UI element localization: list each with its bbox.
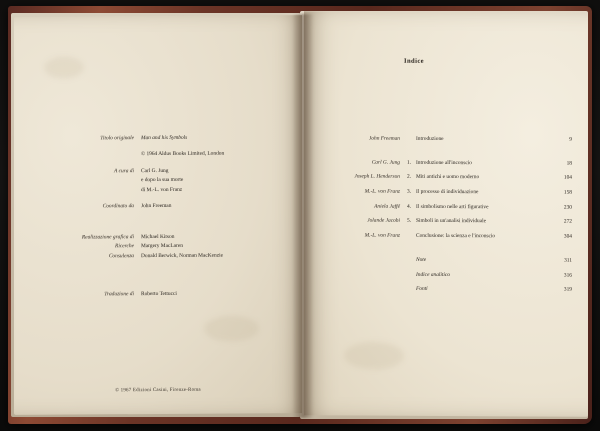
colophon-label: Consulenza: [108, 252, 134, 259]
colophon-label: [28, 151, 141, 161]
toc-author: M.-L. von Franz: [364, 232, 400, 239]
toc-page-number: 304: [563, 233, 572, 240]
toc-entry: [326, 159, 572, 175]
colophon-value: [141, 133, 290, 143]
toc-backmatter-entry: [326, 286, 572, 302]
colophon-value: [141, 289, 290, 299]
left-page: [14, 15, 302, 415]
colophon-line: Margery MacLaren: [141, 243, 183, 250]
colophon-label: Realizzazione grafica di: [81, 233, 134, 241]
toc-page-number: 18: [566, 160, 572, 167]
colophon-label: Titolo originale: [100, 135, 134, 142]
toc-entry: [326, 218, 572, 234]
colophon-value: [141, 201, 290, 211]
toc-title-text: Miti antichi e uomo moderno: [416, 174, 480, 181]
colophon-row: [28, 251, 290, 262]
colophon-line: © 1964 Aldus Books Limited, London: [141, 151, 225, 158]
toc-entry: [326, 203, 572, 219]
colophon-label: Coordinato da: [102, 203, 134, 210]
toc-page-number: 230: [563, 204, 572, 211]
toc-title-text: Note: [416, 256, 427, 263]
toc-number: 3.: [407, 188, 412, 195]
colophon-label: Ricerche: [115, 243, 134, 250]
toc-author: M.-L. von Franz: [364, 188, 400, 195]
toc-title-text: Indice analitico: [416, 271, 450, 278]
open-book: [8, 6, 592, 424]
colophon-value: [141, 166, 290, 195]
imprint-line: © 1967 Edizioni Casini, Firenze-Roma: [115, 387, 201, 394]
book-gutter-shadow: [292, 14, 314, 418]
colophon-line: Michael Kitson: [141, 233, 175, 240]
right-page: [304, 11, 588, 416]
toc-author: Joseph L. Henderson: [354, 173, 400, 181]
toc-backmatter-entry: [326, 271, 572, 287]
toc-entry: [326, 174, 572, 190]
toc-entry: [326, 232, 572, 248]
toc-heading: Indice: [404, 57, 424, 65]
toc-entry: [326, 135, 572, 151]
colophon-line: Donald Berwick, Norman MacKenzie: [141, 252, 224, 259]
colophon-line: John Freeman: [141, 203, 172, 210]
toc-page-number: 104: [563, 174, 572, 182]
toc-author: Aniela Jaffé: [374, 203, 400, 210]
toc-title-text: Conclusione: la scienza e l'inconscio: [416, 232, 496, 240]
colophon-value: [141, 251, 290, 261]
colophon-line: Roberto Tettucci: [141, 290, 177, 298]
colophon-line: e dopo la sua morte: [141, 177, 184, 184]
toc-page-number: 311: [564, 257, 572, 264]
toc-title-text: Il simbolismo nelle arti figurative: [416, 203, 489, 210]
colophon-value: [141, 150, 290, 160]
toc-number: 5.: [407, 218, 412, 225]
toc-title-text: Simboli in un'analisi individuale: [416, 218, 486, 225]
toc-title-text: Fonti: [416, 286, 428, 293]
colophon-label: A cura di: [114, 168, 134, 175]
colophon-line: Man and his Symbols: [141, 134, 188, 142]
toc-entry: [326, 188, 572, 204]
toc-author: John Freeman: [368, 135, 400, 142]
toc-author: Jolande Jacobi: [367, 218, 400, 225]
toc-page-number: 272: [563, 219, 572, 226]
colophon-row: [28, 150, 290, 161]
colophon-line: Carl G. Jung: [141, 167, 169, 175]
toc-page-number: 316: [563, 272, 572, 279]
toc-author: Carl G. Jung: [371, 159, 400, 166]
toc-title-text: Introduzione: [416, 135, 444, 142]
colophon-block: [28, 133, 290, 307]
colophon-line: di M.-L. von Franz: [141, 186, 183, 193]
toc-number: 2.: [407, 174, 412, 181]
toc-number: 4.: [407, 203, 412, 210]
toc-list: [326, 135, 572, 301]
toc-title-text: Il processo di individuazione: [416, 188, 479, 196]
toc-page-number: 9: [569, 136, 572, 143]
toc-page-number: 319: [563, 286, 572, 293]
colophon-row: [28, 133, 290, 144]
colophon-label: Traduzione di: [104, 291, 134, 298]
colophon-row: [28, 289, 290, 300]
colophon-row: [28, 166, 290, 196]
toc-title-text: Introduzione all'inconscio: [416, 159, 472, 166]
toc-backmatter-entry: [326, 256, 572, 272]
toc-page-number: 158: [563, 189, 572, 196]
toc-number: 1.: [407, 159, 412, 166]
colophon-row: [28, 201, 290, 212]
